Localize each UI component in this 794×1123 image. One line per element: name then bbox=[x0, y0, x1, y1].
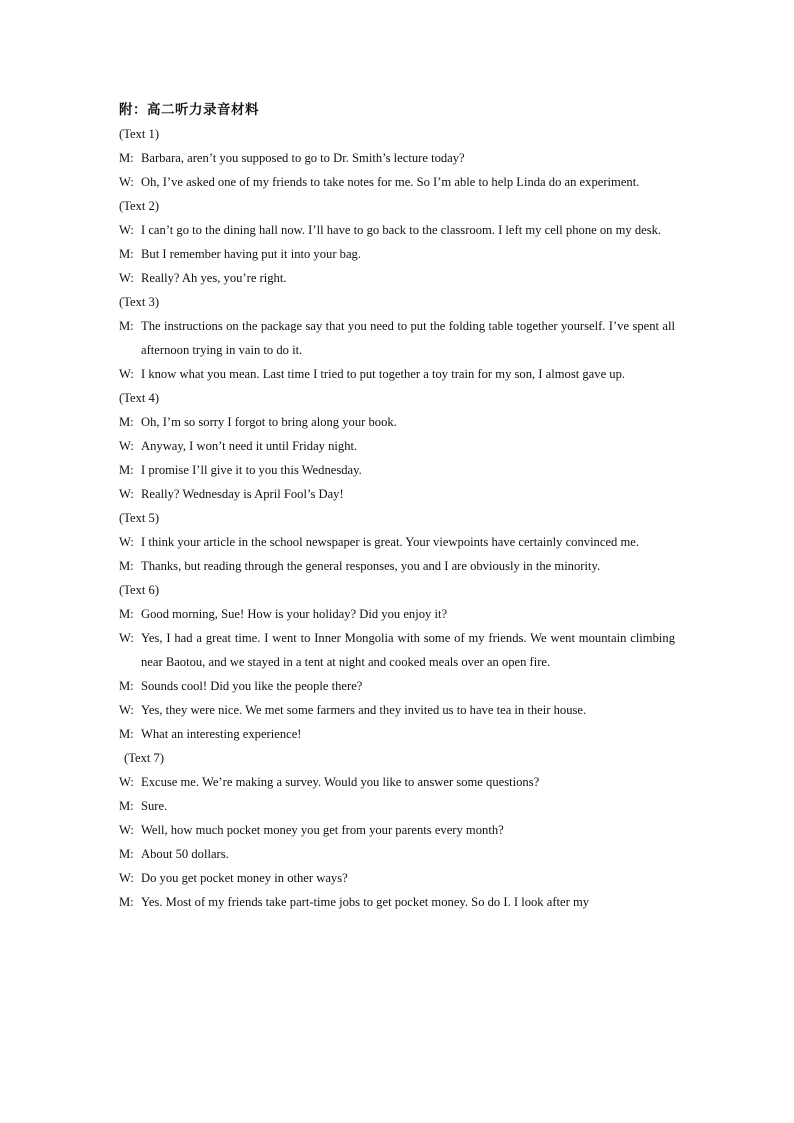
dialogue-line bbox=[119, 602, 675, 626]
listening-script bbox=[119, 98, 675, 914]
speaker-label: M: bbox=[119, 463, 134, 477]
speaker-label: M: bbox=[119, 607, 134, 621]
dialogue-line bbox=[119, 266, 675, 290]
dialogue-line bbox=[119, 314, 675, 362]
section-heading: (Text 5) bbox=[119, 511, 160, 525]
dialogue-text: Sure. bbox=[141, 799, 168, 813]
dialogue-line bbox=[119, 218, 675, 242]
speaker-label: M: bbox=[119, 151, 134, 165]
speaker-label: W: bbox=[119, 271, 134, 285]
dialogue-text: About 50 dollars. bbox=[141, 847, 229, 861]
dialogue-text: What an interesting experience! bbox=[141, 727, 302, 741]
dialogue-line bbox=[119, 170, 675, 194]
dialogue-text: Anyway, I won’t need it until Friday night. bbox=[141, 439, 358, 453]
dialogue-text: I can’t go to the dining hall now. I’ll have to go back to the classroom. I left my cell phone on my desk. bbox=[141, 223, 662, 237]
dialogue-text: Yes, I had a great time. I went to Inner Mongolia with some of my friends. We went mountain climbing near Baotou, and we stayed in a tent at night and cooked meals over an open fire. bbox=[141, 631, 675, 669]
speaker-label: M: bbox=[119, 847, 134, 861]
dialogue-line bbox=[119, 362, 675, 386]
dialogue-text: I think your article in the school newspaper is great. Your viewpoints have certainly convinced me. bbox=[141, 535, 640, 549]
speaker-label: W: bbox=[119, 823, 134, 837]
speaker-label: W: bbox=[119, 535, 134, 549]
dialogue-line bbox=[119, 890, 675, 914]
dialogue-text: Good morning, Sue! How is your holiday? Did you enjoy it? bbox=[141, 607, 448, 621]
speaker-label: M: bbox=[119, 319, 134, 333]
dialogue-line bbox=[119, 842, 675, 866]
dialogue-text: Well, how much pocket money you get from your parents every month? bbox=[141, 823, 504, 837]
section-heading: (Text 4) bbox=[119, 391, 160, 405]
dialogue-text: Oh, I’ve asked one of my friends to take notes for me. So I’m able to help Linda do an experiment. bbox=[141, 175, 640, 189]
section-heading: (Text 2) bbox=[119, 199, 160, 213]
speaker-label: M: bbox=[119, 799, 134, 813]
dialogue-text: But I remember having put it into your bag. bbox=[141, 247, 361, 261]
speaker-label: W: bbox=[119, 487, 134, 501]
speaker-label: W: bbox=[119, 223, 134, 237]
dialogue-text: Oh, I’m so sorry I forgot to bring along your book. bbox=[141, 415, 397, 429]
speaker-label: W: bbox=[119, 439, 134, 453]
dialogue-text: Thanks, but reading through the general responses, you and I are obviously in the minority. bbox=[141, 559, 601, 573]
dialogue-text: I know what you mean. Last time I tried to put together a toy train for my son, I almost gave up. bbox=[141, 367, 626, 381]
speaker-label: M: bbox=[119, 559, 134, 573]
dialogue-line bbox=[119, 410, 675, 434]
dialogue-line bbox=[119, 482, 675, 506]
dialogue-text: Really? Ah yes, you’re right. bbox=[141, 271, 287, 285]
dialogue-line bbox=[119, 818, 675, 842]
dialogue-text: Barbara, aren’t you supposed to go to Dr. Smith’s lecture today? bbox=[141, 151, 465, 165]
section-heading: (Text 3) bbox=[119, 295, 160, 309]
speaker-label: M: bbox=[119, 727, 134, 741]
speaker-label: M: bbox=[119, 679, 134, 693]
dialogue-line bbox=[119, 674, 675, 698]
dialogue-line bbox=[119, 866, 675, 890]
page-title: 附：高二听力录音材料 bbox=[119, 102, 259, 118]
speaker-label: W: bbox=[119, 871, 134, 885]
dialogue-text: Sounds cool! Did you like the people there? bbox=[141, 679, 363, 693]
section-heading: (Text 7) bbox=[124, 751, 165, 765]
dialogue-line bbox=[119, 434, 675, 458]
dialogue-line bbox=[119, 458, 675, 482]
speaker-label: W: bbox=[119, 703, 134, 717]
speaker-label: W: bbox=[119, 775, 134, 789]
dialogue-line bbox=[119, 242, 675, 266]
dialogue-line bbox=[119, 146, 675, 170]
dialogue-line bbox=[119, 554, 675, 578]
dialogue-text: Yes. Most of my friends take part-time jobs to get pocket money. So do I. I look after my bbox=[141, 895, 590, 909]
dialogue-line bbox=[119, 770, 675, 794]
dialogue-line bbox=[119, 722, 675, 746]
speaker-label: M: bbox=[119, 247, 134, 261]
dialogue-text: Really? Wednesday is April Fool’s Day! bbox=[141, 487, 344, 501]
dialogue-line bbox=[119, 530, 675, 554]
section-heading: (Text 1) bbox=[119, 127, 160, 141]
dialogue-text: Do you get pocket money in other ways? bbox=[141, 871, 348, 885]
dialogue-line bbox=[119, 794, 675, 818]
dialogue-line bbox=[119, 698, 675, 722]
dialogue-text: Yes, they were nice. We met some farmers and they invited us to have tea in their house. bbox=[141, 703, 587, 717]
dialogue-text: The instructions on the package say that you need to put the folding table together yourself. I’ve spent all afternoon trying in vain to do it. bbox=[141, 319, 675, 357]
dialogue-line bbox=[119, 626, 675, 674]
section-heading: (Text 6) bbox=[119, 583, 160, 597]
speaker-label: W: bbox=[119, 175, 134, 189]
dialogue-text: I promise I’ll give it to you this Wednesday. bbox=[141, 463, 362, 477]
speaker-label: M: bbox=[119, 415, 134, 429]
dialogue-text: Excuse me. We’re making a survey. Would you like to answer some questions? bbox=[141, 775, 540, 789]
speaker-label: W: bbox=[119, 367, 134, 381]
speaker-label: M: bbox=[119, 895, 134, 909]
speaker-label: W: bbox=[119, 631, 134, 645]
